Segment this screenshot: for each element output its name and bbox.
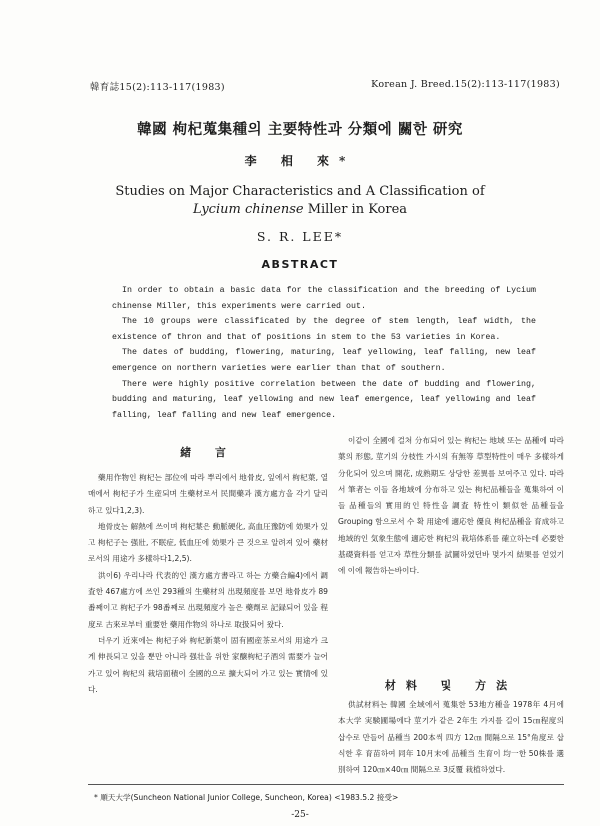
abstract-paragraph: The 10 groups were classificated by the degree of stem length, leaf width, the existence of thron and that of positions in stem to the 53 varieties in Korea. bbox=[112, 317, 536, 342]
abstract-paragraph: The dates of budding, flowering, maturing, leaf yellowing, leaf falling, new leaf emergence on northern varieties were earlier than that of southern. bbox=[112, 348, 536, 373]
intro-paragraph: 이같이 全國에 걸쳐 分布되어 있는 枸杞는 地域 또는 品種에 따라 葉의 形態, 莖기의 分枝性 가시의 有無等 草型特性이 매우 多樣하게 分化되어 있으며 開花, 成熟期도 상당한 差異를 보여주고 있다. 따라서 筆者는 이들 各地域에 分布하고 있는 枸杞品種들을 蒐集하여 이들 品種들의 實用的인 特性을 調査 特性이 類似한 品種들을 Grouping 함으로서 수 확 用途에 適応한 優良 枸杞品種을 育成하고 地域的인 気象生態에 適応한 枸杞의 栽培体系를 確立하는데 必要한 基礎資料를 얻고자 草性分類를 試圖하였던바 몇가지 結果를 얻었기에 이에 報告하는바이다. bbox=[338, 436, 564, 576]
footnote: * 順天大学(Suncheon National Junior College, Suncheon, Korea) <1983.5.2 接受> bbox=[94, 793, 399, 802]
intro-paragraph: 藥用作物인 枸杞는 部位에 따라 뿌리에서 地骨皮, 잎에서 枸杞葉, 열매에서 枸杞子가 生産되며 生藥材로서 民間藥과 漢方處方을 각기 달리하고 있다1,2,3). bbox=[88, 473, 328, 515]
abstract-heading: ABSTRACT bbox=[261, 258, 339, 271]
title-english-line2-rest: Miller in Korea bbox=[303, 202, 408, 217]
title-korean: 韓國 枸杞蒐集種의 主要特性과 分類에 關한 研究 bbox=[137, 121, 463, 138]
author-english: S. R. LEE* bbox=[256, 229, 344, 244]
section-methods-heading: 材料 및 方法 bbox=[384, 679, 518, 692]
page-number: -25- bbox=[291, 810, 309, 820]
header-left: 韓育誌15(2):113-117(1983) bbox=[90, 82, 225, 93]
abstract-paragraph: In order to obtain a basic data for the classification and the breeding of Lycium chinense Miller, this experiments were carried out. bbox=[112, 286, 536, 311]
author-korean: 李 相 來* bbox=[244, 154, 356, 168]
section-introduction-heading: 緒 言 bbox=[180, 446, 236, 459]
footnote-rule bbox=[88, 784, 564, 785]
introduction-continued bbox=[338, 433, 564, 580]
introduction-body bbox=[88, 470, 328, 698]
title-english-line2 bbox=[0, 201, 600, 219]
intro-paragraph: 洪이6) 우리나라 代表的인 漢方處方書라고 하는 方藥合編4)에서 調査한 467處方에 쓰인 293種의 生藥材의 出現頻度를 보면 地骨皮가 89番째이고 枸杞子가 98番째로 出現頻度가 높은 藥劑로 記録되어 있을 程度로 古來로부터 重要한 藥用作物의 하나로 取扱되어 왔다. bbox=[88, 570, 328, 629]
abstract-body bbox=[112, 283, 536, 423]
abstract-paragraph: There were highly positive correlation between the date of budding and flowering, budding and maturing, leaf yellowing and new leaf emergence, leaf yellowing and leaf falling, leaf falling and new leaf emergence. bbox=[112, 379, 536, 420]
title-english-line1: Studies on Major Characteristics and A Classification of bbox=[115, 184, 485, 199]
intro-paragraph: 地骨皮는 解熱에 쓰이며 枸杞葉은 動脈硬化, 高血圧豫防에 効果가 있고 枸杞子는 强壯, 不眠症, 低血圧에 効果가 큰 것으로 알려져 있어 藥材로서의 用途가 多樣하다1,2,5). bbox=[88, 521, 328, 564]
methods-paragraph: 供試材料는 韓國 全域에서 蒐集한 53地方種을 1978年 4月에 本大学 実験圃場에다 莖기가 같은 2年生 가지를 길이 15㎝程度의 삽수로 만들어 品種当 200本씩 四方 12㎝ 間隔으로 15°角度로 삽식한 후 育苗하여 同年 10月末에 品種当 生育이 均一한 50株를 選別하여 120㎝×40㎝ 間隔으로 3反覆 栽植하였다. bbox=[338, 700, 564, 775]
methods-body bbox=[338, 697, 564, 778]
title-english-species: Lycium chinense bbox=[192, 202, 304, 217]
intro-paragraph: 더우기 近來에는 枸杞子와 枸杞新葉이 固有國産茶로서의 用途가 크게 伸長되고 있을 뿐만 아니라 强壮을 위한 家醸枸杞子酒의 需要가 늘어가고 있어 枸杞의 栽培面積이 全國的으로 擴大되어 가고 있는 實情에 있다. bbox=[88, 635, 328, 694]
header-right: Korean J. Breed.15(2):113-117(1983) bbox=[371, 79, 560, 90]
title-english bbox=[0, 183, 600, 219]
